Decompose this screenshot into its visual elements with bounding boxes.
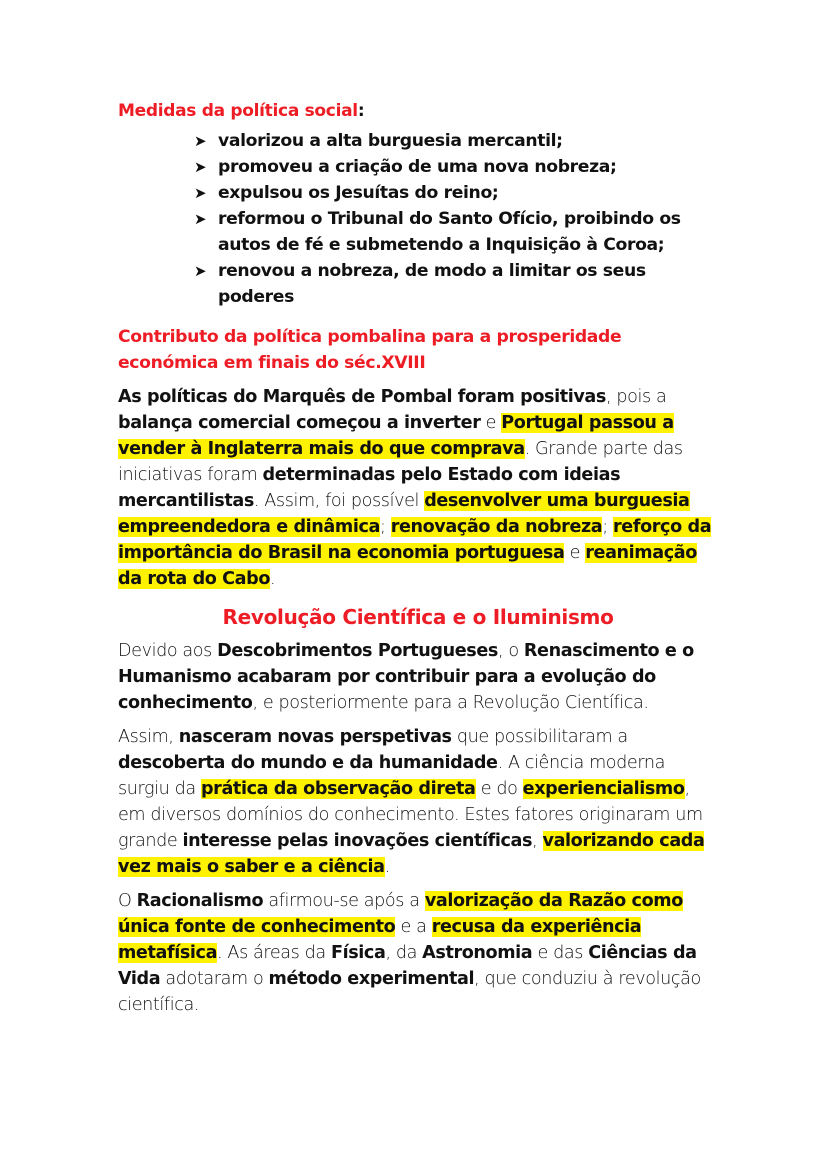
list-item-text: promoveu a criação de uma nova nobreza; xyxy=(218,157,617,177)
text: que possibilitaram a xyxy=(451,727,628,747)
list-item xyxy=(194,206,718,258)
text: e do xyxy=(475,779,523,799)
bold-text: Racionalismo xyxy=(136,891,264,911)
text: , em diversos domínios do conhecimento. Estes fatores originaram um grande xyxy=(118,779,703,851)
text: ; xyxy=(379,517,391,537)
bold-text: As políticas do Marquês de Pombal foram positivas xyxy=(118,387,606,407)
list-item-text: expulsou os Jesuítas do reino; xyxy=(218,183,499,203)
arrowhead-bullet-icon: ➤ xyxy=(194,184,207,202)
bold-text: Descobrimentos Portugueses xyxy=(217,641,498,661)
paragraph-racionalismo xyxy=(118,888,718,1018)
text: e das xyxy=(532,943,589,963)
bold-text: descoberta do mundo e da humanidade xyxy=(118,753,498,773)
list-item xyxy=(194,128,718,154)
list-item-text: renovou a nobreza, de modo a limitar os seus poderes xyxy=(218,261,646,307)
highlighted-text: reanimação da rota do Cabo xyxy=(118,543,697,589)
text: e a xyxy=(395,917,432,937)
highlighted-text: desenvolver uma burguesia empreendedora e dinâmica xyxy=(118,491,690,537)
heading-contributo-politica-pombalina: Contributo da política pombalina para a prosperidade económica em finais do séc.XVIII xyxy=(118,327,622,373)
bold-text: Ciências da Vida xyxy=(118,943,697,989)
bold-text: nasceram novas perspetivas xyxy=(178,727,452,747)
highlighted-text: valorizando cada vez mais o saber e a ciência xyxy=(118,831,705,877)
text: Devido aos xyxy=(118,641,218,661)
paragraph-descobrimentos xyxy=(118,638,718,716)
text: , e posteriormente para a Revolução Científica. xyxy=(252,693,649,713)
text: , da xyxy=(385,943,423,963)
highlighted-text: Portugal passou a vender à Inglaterra mais do que comprava xyxy=(118,413,674,459)
arrowhead-bullet-icon: ➤ xyxy=(194,158,207,176)
document-page xyxy=(118,98,718,1026)
text: Assim, xyxy=(118,727,179,747)
highlighted-text: reforço da importância do Brasil na economia portuguesa xyxy=(118,517,712,563)
text: O xyxy=(118,891,137,911)
text: ; xyxy=(602,517,614,537)
heading-text: Medidas da política social xyxy=(118,101,358,121)
list-item xyxy=(194,180,718,206)
arrowhead-bullet-icon: ➤ xyxy=(194,210,207,228)
bold-text: Astronomia xyxy=(422,943,533,963)
text: e xyxy=(564,543,586,563)
text: , o xyxy=(497,641,524,661)
paragraph-novas-perspetivas xyxy=(118,724,718,880)
arrowhead-bullet-icon: ➤ xyxy=(194,132,207,150)
text: e xyxy=(480,413,502,433)
text: , xyxy=(532,831,543,851)
bold-text: balança comercial começou a inverter xyxy=(118,413,481,433)
highlighted-text: experiencialismo xyxy=(522,779,685,799)
bold-text: interesse pelas inovações científicas xyxy=(182,831,533,851)
heading-colon: : xyxy=(357,101,365,121)
heading-medidas-politica-social xyxy=(118,98,718,124)
text: afirmou-se após a xyxy=(263,891,425,911)
heading-revolucao-cientifica: Revolução Científica e o Iluminismo xyxy=(222,605,614,629)
bold-text: determinadas pelo Estado com ideias mercantilistas xyxy=(118,465,621,511)
text: . Assim, foi possível xyxy=(253,491,425,511)
list-item-text: reformou o Tribunal do Santo Ofício, proibindo os autos de fé e submetendo a Inquisição à Coroa; xyxy=(218,209,681,255)
text: . xyxy=(270,569,276,589)
highlighted-text: prática da observação direta xyxy=(200,779,476,799)
text: , que conduziu à revolução científica. xyxy=(118,969,701,1015)
highlighted-text: renovação da nobreza xyxy=(390,517,603,537)
text: . Grande parte das iniciativas foram xyxy=(118,439,683,485)
text: . A ciência moderna surgiu da xyxy=(118,753,666,799)
arrowhead-bullet-icon: ➤ xyxy=(194,262,207,280)
highlighted-text: recusa da experiência metafísica xyxy=(118,917,642,963)
social-measures-list xyxy=(118,128,718,310)
bold-text: Física xyxy=(330,943,386,963)
list-item-text: valorizou a alta burguesia mercantil; xyxy=(218,131,563,151)
text: , pois a xyxy=(605,387,667,407)
bold-text: método experimental xyxy=(268,969,475,989)
text: adotaram o xyxy=(160,969,269,989)
bold-text: Renascimento e o Humanismo acabaram por contribuir para a evolução do conhecimento xyxy=(118,641,694,713)
list-item xyxy=(194,258,718,310)
paragraph-politicas-pombal xyxy=(118,384,718,592)
text: . As áreas da xyxy=(217,943,331,963)
list-item xyxy=(194,154,718,180)
highlighted-text: valorização da Razão como única fonte de conhecimento xyxy=(118,891,683,937)
text: . xyxy=(384,857,390,877)
